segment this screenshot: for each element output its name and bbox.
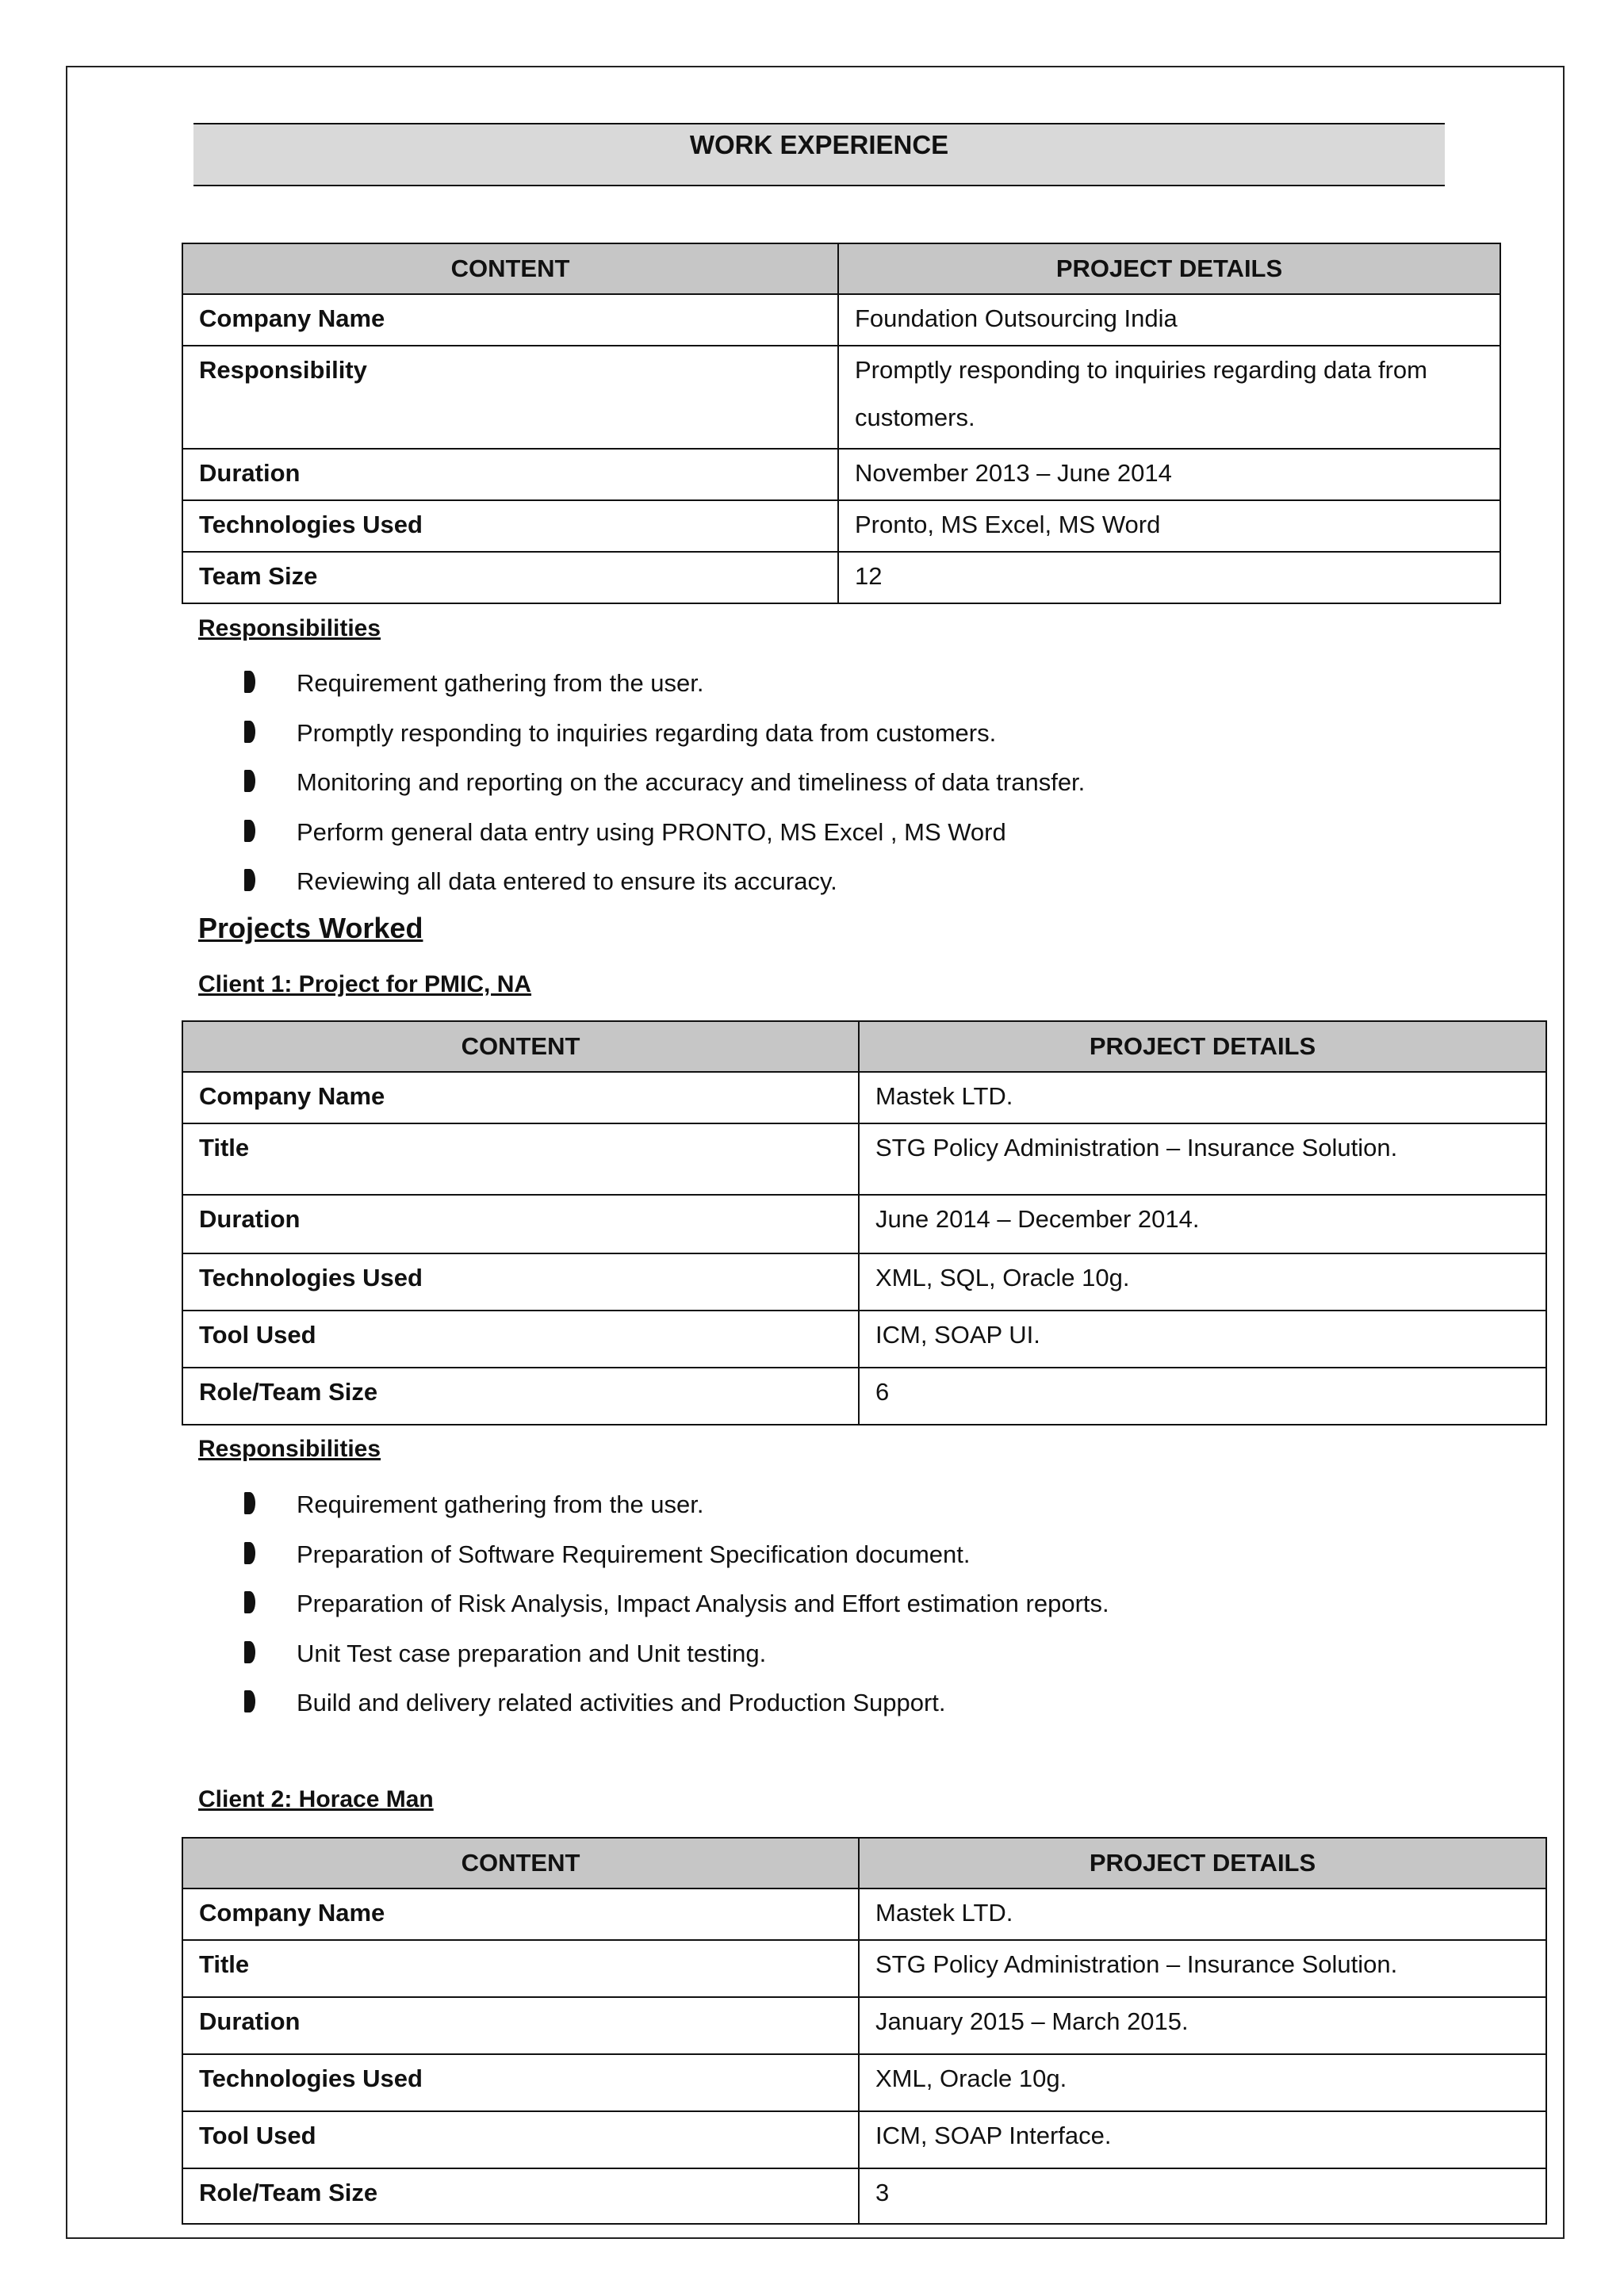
bullet-icon: [244, 1690, 255, 1712]
row-label: Company Name: [182, 294, 838, 346]
list-item-text: Requirement gathering from the user.: [297, 1490, 704, 1518]
row-value: Foundation Outsourcing India: [838, 294, 1500, 346]
list-item: [244, 1586, 1109, 1636]
table-header-row: [182, 1838, 1546, 1888]
section-heading: WORK EXPERIENCE: [193, 123, 1445, 186]
column-header: PROJECT DETAILS: [859, 1021, 1546, 1072]
row-label: Title: [182, 1123, 859, 1195]
row-label: Team Size: [182, 552, 838, 603]
row-label: Duration: [182, 1997, 859, 2054]
list-item: [244, 1686, 1109, 1735]
bullet-icon: [244, 1492, 255, 1514]
table-row: [182, 552, 1500, 603]
row-value: ICM, SOAP Interface.: [859, 2111, 1546, 2168]
table-header-row: [182, 1021, 1546, 1072]
table-row: [182, 2054, 1546, 2111]
row-label: Duration: [182, 1195, 859, 1253]
list-item-text: Unit Test case preparation and Unit testing.: [297, 1639, 767, 1667]
column-header: CONTENT: [182, 1021, 859, 1072]
row-value: STG Policy Administration – Insurance Solution.: [859, 1123, 1546, 1195]
list-item-text: Requirement gathering from the user.: [297, 669, 704, 697]
responsibilities-label: Responsibilities: [198, 1436, 381, 1462]
table-row: [182, 1368, 1546, 1425]
table-row: [182, 1940, 1546, 1997]
table-row: [182, 346, 1500, 449]
row-label: Company Name: [182, 1888, 859, 1940]
responsibilities-list: [244, 1487, 1109, 1735]
responsibilities-list: [244, 666, 1085, 914]
bullet-icon: [244, 820, 255, 842]
bullet-icon: [244, 1542, 255, 1564]
list-item-text: Monitoring and reporting on the accuracy and timeliness of data transfer.: [297, 768, 1086, 796]
table-row: [182, 449, 1500, 500]
list-item: [244, 716, 1085, 766]
table-row: [182, 1311, 1546, 1368]
list-item-text: Build and delivery related activities and Production Support.: [297, 1689, 946, 1716]
column-header: CONTENT: [182, 1838, 859, 1888]
list-item-text: Preparation of Software Requirement Specification document.: [297, 1540, 971, 1568]
list-item: [244, 666, 1085, 716]
row-label: Tool Used: [182, 1311, 859, 1368]
list-item: [244, 1537, 1109, 1587]
row-value: Promptly responding to inquiries regarding data from customers.: [838, 346, 1500, 449]
list-item-text: Promptly responding to inquiries regarding data from customers.: [297, 718, 997, 747]
row-value: XML, SQL, Oracle 10g.: [859, 1253, 1546, 1311]
responsibilities-label: Responsibilities: [198, 615, 381, 641]
list-item-text: Perform general data entry using PRONTO, MS Excel , MS Word: [297, 817, 1006, 846]
list-item-text: Reviewing all data entered to ensure its accuracy.: [297, 867, 837, 895]
row-value: ICM, SOAP UI.: [859, 1311, 1546, 1368]
bullet-icon: [244, 1641, 255, 1663]
list-item: [244, 815, 1085, 865]
table-row: [182, 1253, 1546, 1311]
list-item: [244, 1487, 1109, 1537]
row-label: Duration: [182, 449, 838, 500]
client-2-table: [182, 1837, 1547, 2225]
column-header: CONTENT: [182, 243, 838, 294]
bullet-icon: [244, 1591, 255, 1613]
bullet-icon: [244, 721, 255, 743]
bullet-icon: [244, 671, 255, 693]
table-row: [182, 2111, 1546, 2168]
row-value: Mastek LTD.: [859, 1888, 1546, 1940]
client-1-table: [182, 1020, 1547, 1425]
row-label: Responsibility: [182, 346, 838, 449]
row-value: June 2014 – December 2014.: [859, 1195, 1546, 1253]
row-value: XML, Oracle 10g.: [859, 2054, 1546, 2111]
bullet-icon: [244, 869, 255, 891]
row-label: Role/Team Size: [182, 2168, 859, 2224]
client-2-label: Client 2: Horace Man: [198, 1786, 434, 1812]
projects-worked-label: Projects Worked: [198, 912, 423, 944]
row-label: Company Name: [182, 1072, 859, 1123]
row-value: STG Policy Administration – Insurance Solution.: [859, 1940, 1546, 1997]
bullet-icon: [244, 770, 255, 792]
table-row: [182, 500, 1500, 552]
row-value: 3: [859, 2168, 1546, 2224]
table-row: [182, 294, 1500, 346]
row-label: Technologies Used: [182, 2054, 859, 2111]
row-value: January 2015 – March 2015.: [859, 1997, 1546, 2054]
row-value: 12: [838, 552, 1500, 603]
table-header-row: [182, 243, 1500, 294]
row-label: Title: [182, 1940, 859, 1997]
list-item: [244, 1636, 1109, 1686]
list-item-text: Preparation of Risk Analysis, Impact Analysis and Effort estimation reports.: [297, 1590, 1109, 1617]
client-1-label: Client 1: Project for PMIC, NA: [198, 971, 532, 997]
table-row: [182, 1123, 1546, 1195]
table-row: [182, 1997, 1546, 2054]
table-row: [182, 2168, 1546, 2224]
row-value: 6: [859, 1368, 1546, 1425]
row-label: Tool Used: [182, 2111, 859, 2168]
table-row: [182, 1195, 1546, 1253]
row-value: Mastek LTD.: [859, 1072, 1546, 1123]
table-row: [182, 1888, 1546, 1940]
list-item: [244, 864, 1085, 914]
column-header: PROJECT DETAILS: [859, 1838, 1546, 1888]
row-value: Pronto, MS Excel, MS Word: [838, 500, 1500, 552]
row-label: Technologies Used: [182, 500, 838, 552]
row-value: November 2013 – June 2014: [838, 449, 1500, 500]
table-row: [182, 1072, 1546, 1123]
column-header: PROJECT DETAILS: [838, 243, 1500, 294]
list-item: [244, 765, 1085, 815]
row-label: Technologies Used: [182, 1253, 859, 1311]
row-label: Role/Team Size: [182, 1368, 859, 1425]
experience-table: [182, 243, 1501, 604]
